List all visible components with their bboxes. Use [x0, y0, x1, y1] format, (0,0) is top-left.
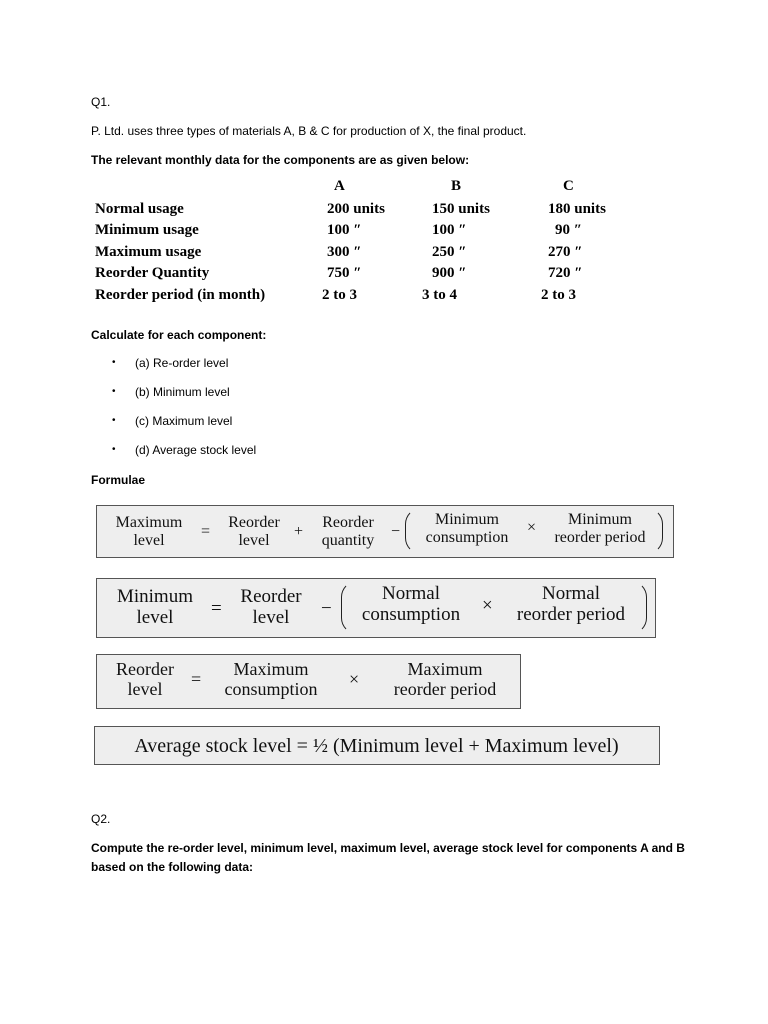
bullet-icon: • [112, 415, 116, 426]
equals-sign: = [201, 523, 211, 540]
cell-c: 270 ″ [548, 244, 583, 260]
formula-minimum-level [96, 578, 656, 638]
times-sign: × [349, 669, 360, 689]
cell-b: 3 to 4 [422, 287, 457, 303]
formula-lhs: Maximum level [115, 514, 183, 549]
row-label: Maximum usage [95, 244, 202, 260]
formula-maximum-level [96, 505, 674, 558]
formula-lhs: Minimum level [116, 586, 193, 629]
cell-a: 750 ″ [327, 265, 362, 281]
cell-b: 150 units [432, 201, 490, 217]
cell-a: 200 units [327, 201, 385, 217]
formula-reorder-level [96, 654, 521, 709]
column-header-c: C [563, 178, 574, 194]
table-row-reorder-period [93, 287, 633, 308]
cell-a: 2 to 3 [322, 287, 357, 303]
formula-average-text: Average stock level = ½ (Minimum level + Maximum level) [134, 735, 619, 757]
q1-intro: P. Ltd. uses three types of materials A, B & C for production of X, the final product. [91, 124, 527, 138]
cell-c: 180 units [548, 201, 606, 217]
cell-b: 100 ″ [432, 222, 467, 238]
table-row-minimum-usage [93, 222, 633, 243]
list-item: • (b) Minimum level [112, 385, 230, 399]
cell-a: 100 ″ [327, 222, 362, 238]
formula-term: Normal consumption [361, 583, 461, 626]
cell-c: 2 to 3 [541, 287, 576, 303]
cell-a: 300 ″ [327, 244, 362, 260]
equals-sign: = [211, 598, 222, 619]
table-row-reorder-quantity [93, 265, 633, 286]
minus-sign: − [391, 523, 401, 540]
bullet-icon: • [112, 444, 116, 455]
formula-lhs: Reorder level [116, 659, 174, 700]
row-label: Minimum usage [95, 222, 199, 238]
cell-c: 720 ″ [548, 265, 583, 281]
task-list [112, 356, 256, 472]
list-item: • (d) Average stock level [112, 443, 257, 457]
table-row-normal-usage [93, 201, 633, 222]
formula-term: Normal reorder period [516, 583, 626, 626]
cell-b: 250 ″ [432, 244, 467, 260]
formula-term: Reorder level [240, 586, 302, 629]
plus-sign: + [294, 523, 304, 540]
column-header-b: B [451, 178, 462, 194]
q2-text-line1: Compute the re-order level, minimum level, maximum level, average stock level for components A and B [91, 841, 685, 855]
bullet-icon: • [112, 386, 116, 397]
column-header-a: A [334, 178, 345, 194]
q2-label: Q2. [91, 812, 111, 826]
bullet-icon: • [112, 357, 116, 368]
cell-c: 90 ″ [555, 222, 583, 238]
equals-sign: = [191, 669, 202, 689]
times-sign: × [527, 519, 537, 536]
q1-label: Q1. [91, 95, 111, 109]
formula-term: Reorder level [228, 514, 280, 549]
row-label: Reorder period (in month) [95, 287, 266, 303]
row-label: Reorder Quantity [95, 265, 210, 281]
q2-text-line2: based on the following data: [91, 860, 253, 874]
formula-term: Reorder quantity [321, 514, 375, 549]
formula-average-stock-level [94, 726, 660, 765]
formula-term: Minimum reorder period [554, 511, 646, 546]
q1-data-intro: The relevant monthly data for the components are as given below: [91, 153, 470, 167]
row-label: Normal usage [95, 201, 184, 217]
list-item: • (c) Maximum level [112, 414, 233, 428]
minus-sign: − [321, 598, 332, 619]
times-sign: × [482, 595, 493, 616]
formula-term: Maximum reorder period [393, 659, 497, 700]
formula-term: Minimum consumption [425, 511, 509, 546]
table-row-maximum-usage [93, 244, 633, 265]
calc-heading: Calculate for each component: [91, 328, 267, 342]
formula-term: Maximum consumption [224, 659, 318, 700]
list-item: • (a) Re-order level [112, 356, 229, 370]
cell-b: 900 ″ [432, 265, 467, 281]
formulae-heading: Formulae [91, 473, 146, 487]
